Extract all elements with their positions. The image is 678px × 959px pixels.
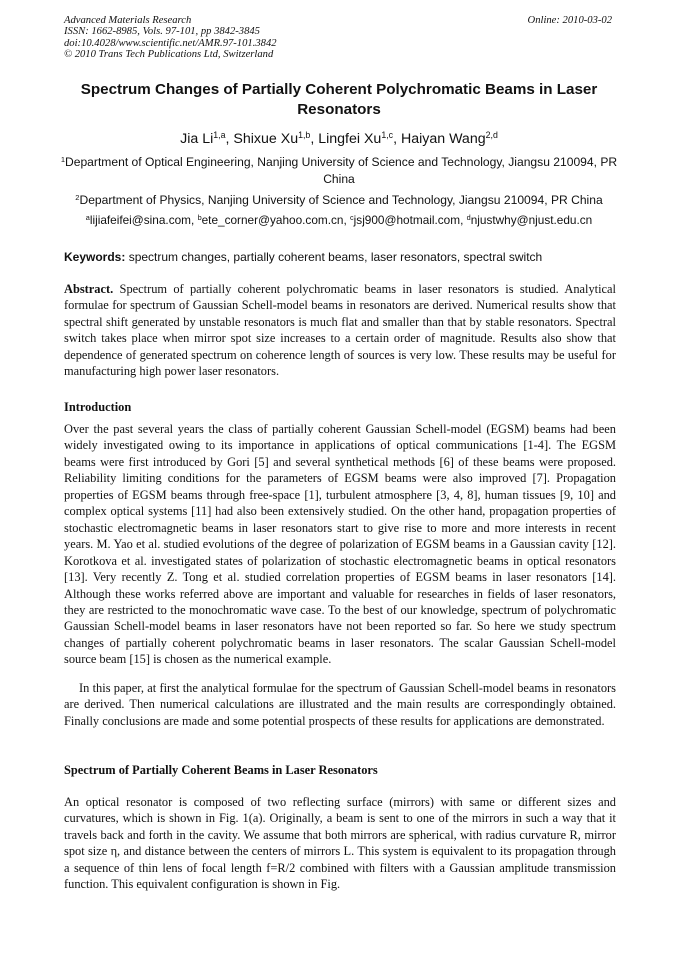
abstract <box>64 281 616 380</box>
abstract-label: Abstract. <box>64 282 114 296</box>
keywords <box>64 250 616 265</box>
section-heading-introduction: Introduction <box>64 400 132 414</box>
journal-name: Advanced Materials Research <box>64 15 192 26</box>
email-sup: b <box>197 212 202 222</box>
author-name: Lingfei Xu <box>318 131 382 147</box>
keywords-label: Keywords: <box>64 250 126 264</box>
email-link[interactable]: njustwhy@njust.edu.cn <box>470 213 593 227</box>
affiliation-2 <box>60 192 618 209</box>
doi-line: doi:10.4028/www.scientific.net/AMR.97-101.3842 <box>64 37 277 49</box>
email-link[interactable]: jsj900@hotmail.com <box>353 213 461 227</box>
abstract-text: Spectrum of partially coherent polychromatic beams in laser resonators is studied. Analytical formulae for spectrum of Gaussian Schell-model beams in resonators are derived. Numerical results show that spectral shift generated by unstable resonators is much flat and smaller than that by stable resonators. Spectral switch takes place when mirror spot size increases to a certain order of magnitude. Results also show that dependence of generated spectrum on coherence length of sources is very low. These results may be useful for manufacturing high power laser resonators. <box>64 282 616 379</box>
author-sup: 1,b <box>298 130 311 141</box>
affiliation-1 <box>60 154 618 187</box>
author-sup: 1,c <box>381 130 394 141</box>
email-link[interactable]: lijiafeifei@sina.com <box>89 213 191 227</box>
author-name: Jia Li <box>180 131 214 147</box>
affiliation-sup: 1 <box>60 154 65 164</box>
email-sup: a <box>85 212 90 222</box>
email-sup: d <box>466 212 471 222</box>
affiliation-text: Department of Optical Engineering, Nanjing University of Science and Technology, Jiangsu 210094, PR China <box>65 155 618 186</box>
author-sup: 1,a <box>213 130 226 141</box>
keywords-text: spectrum changes, partially coherent beams, laser resonators, spectral switch <box>128 250 543 264</box>
author-list: Jia Li$^{1,a}$, Shixue Xu$^{1,b}$, Lingfei Xu$^{1,c}$, Haiyan Wang$^{2,d}$ <box>180 130 498 147</box>
paper-title: Spectrum Changes of Partially Coherent Polychromatic Beams in Laser Resonators <box>80 81 598 118</box>
journal-header <box>64 15 277 61</box>
author-name: Shixue Xu <box>233 131 299 147</box>
affiliation-text: Department of Physics, Nanjing University of Science and Technology, Jiangsu 210094, PR China <box>79 193 603 207</box>
author-sup: 2,d <box>485 130 498 141</box>
copyright-line: © 2010 Trans Tech Publications Ltd, Switzerland <box>64 49 274 61</box>
email-link[interactable]: ete_corner@yahoo.com.cn <box>201 213 344 227</box>
online-date: Online: 2010-03-02 <box>527 15 612 26</box>
affiliation-sup: 2 <box>75 192 80 202</box>
author-name: Haiyan Wang <box>400 131 486 147</box>
email-list: $^a$lijiafeifei@sina.com, $^b$ete_corner@yahoo.com.cn, $^c$jsj900@hotmail.com, $^d$njustwhy@njust.edu.cn <box>85 212 593 227</box>
email-sup: c <box>350 212 354 222</box>
section-paragraph-1: An optical resonator is composed of two reflecting surface (mirrors) with same or different sizes and curvatures, which is shown in Fig. 1(a). Originally, a beam is sent to one of the mirrors in such a way that it travels back and forth in the cavity. We assume that both mirrors are spherical, with radius curvature R, mirror spot size η, and distance between the centers of mirrors L. This system is equivalent to its propagation through a sequence of thin lens of focal length f=R/2 combined with filters with a Gaussian amplitude transmission function. This equivalent configuration is shown in Fig. <box>64 795 616 892</box>
issn-line: ISSN: 1662-8985, Vols. 97-101, pp 3842-3845 <box>64 26 260 38</box>
introduction-paragraph-2: In this paper, at first the analytical formulae for the spectrum of Gaussian Schell-model beams in resonators are derived. Then numerical calculations are illustrated and the main results are correspondingly obtained. Finally conclusions are made and some potential prospects of these results for applications are demonstrated. <box>64 681 616 728</box>
introduction-paragraph-1: Over the past several years the class of partially coherent Gaussian Schell-model (EGSM) beams had been widely investigated owing to its importance in applications of optical communications [1-4]. The EGSM beams were first introduced by Gori [5] and several synthetical methods [6] of these beams were proposed. Reliability limiting conditions for the parameters of EGSM beams were also improved [7]. Propagation properties of EGSM beams through free-space [1], turbulent atmosphere [3, 4, 8], human tissues [9, 10] and complex optical systems [11] had also been extensively studied. On the other hand, propagation properties of stochastic electromagnetic beams in laser resonators start to give rise to more and more interests in recent years. M. Yao et al. studied evolutions of the degree of polarization of EGSM beams in a Gaussian cavity [12]. Korotkova et al. investigated states of polarization of stochastic electromagnetic beams in optical resonators [13]. Very recently Z. Tong et al. studied correlation properties of EGSM beams in laser resonators [14]. Although these works referred above are important and valuable for researches in fields of laser resonators, they are restricted to the monochromatic wave case. To the best of our knowledge, spectrum of polychromatic Gaussian Schell-model beams in laser resonators have not been reported so far. So here we study spectrum changes of partially coherent polychromatic beams in laser resonators. The scalar Gaussian Schell-model source beam [15] is chosen as the numerical example. <box>64 422 616 667</box>
section-heading-spectrum: Spectrum of Partially Coherent Beams in Laser Resonators <box>64 763 378 777</box>
